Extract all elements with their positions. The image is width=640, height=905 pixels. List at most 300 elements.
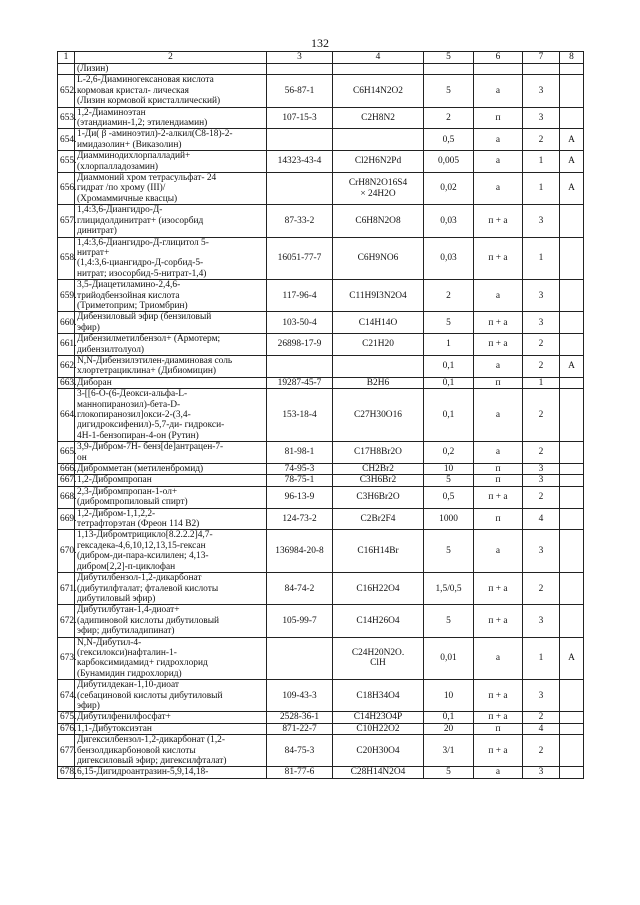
limit-value: 2 <box>424 280 474 312</box>
special-mark <box>560 508 584 530</box>
aggregate-state: п <box>474 107 523 129</box>
header-cell: 1 <box>58 52 75 64</box>
chemical-formula <box>333 735 424 767</box>
limit-value: 5 <box>424 75 474 107</box>
formula-line: × 24H2O <box>360 188 396 199</box>
row-number: 670. <box>58 530 75 573</box>
cas-number: 153-18-4 <box>267 389 333 442</box>
substance-name <box>75 680 267 712</box>
formula-line: B2H6 <box>366 377 390 388</box>
substance-name-line: Дибромметан (метиленбромид) <box>77 464 204 475</box>
substance-name-line: нитрат+ <box>77 247 110 258</box>
row-number: 669. <box>58 508 75 530</box>
special-mark <box>560 205 584 237</box>
substance-name-line: имидазолин+ (Виказолин) <box>77 139 182 150</box>
row-number <box>58 64 75 75</box>
aggregate-state: п + а <box>474 680 523 712</box>
table-row <box>58 442 584 464</box>
table-row <box>58 605 584 637</box>
table-row <box>58 237 584 280</box>
substance-name <box>75 530 267 573</box>
limit-value: 5 <box>424 605 474 637</box>
formula-line: C14H26O4 <box>356 615 400 626</box>
substance-name-line: маннопиранозил)-бета-D- <box>77 399 181 410</box>
table-row <box>58 723 584 734</box>
special-mark <box>560 605 584 637</box>
aggregate-state: а <box>474 280 523 312</box>
formula-line: C6H9NO6 <box>357 253 399 264</box>
hazard-class: 1 <box>523 237 560 280</box>
chemical-formula <box>333 475 424 486</box>
substance-name-line: (Хромаммичные квасцы) <box>77 193 178 204</box>
substance-name <box>75 486 267 508</box>
special-mark: А <box>560 637 584 680</box>
header-cell: 5 <box>424 52 474 64</box>
substance-name-line: Дибутилбензол-1,2-дикарбонат <box>77 573 202 584</box>
special-mark <box>560 377 584 388</box>
substance-name-line: карбоксимидамид+ гидрохлорид <box>77 658 208 669</box>
substance-name-line: (Триметоприм; Триомбрин) <box>77 300 188 311</box>
formula-line: C16H22O4 <box>356 583 400 594</box>
substance-name-line: нитрат; изосорбид-5-нитрат-1,4) <box>77 268 207 279</box>
table-row <box>58 151 584 173</box>
substance-name-line: кормовая кристал- лическая <box>77 85 189 96</box>
table-row <box>58 637 584 680</box>
special-mark: А <box>560 151 584 173</box>
special-mark: А <box>560 129 584 151</box>
aggregate-state: а <box>474 355 523 377</box>
table-row <box>58 767 584 778</box>
hazard-class: 3 <box>523 530 560 573</box>
table-row <box>58 735 584 767</box>
limit-value: 2 <box>424 107 474 129</box>
substance-name-line: 1,4:3,6-Диангидро-Д-глицитол 5- <box>77 237 209 248</box>
limit-value: 5 <box>424 530 474 573</box>
substance-name <box>75 64 267 75</box>
chemical-formula <box>333 573 424 605</box>
row-number: 657. <box>58 205 75 237</box>
cas-number: 87-33-2 <box>267 205 333 237</box>
hazard-class: 2 <box>523 573 560 605</box>
aggregate-state: а <box>474 637 523 680</box>
table-row <box>58 389 584 442</box>
substance-name-line: (Бунамидин гидрохлорид) <box>77 668 182 679</box>
special-mark <box>560 312 584 334</box>
table-row <box>58 173 584 205</box>
substance-name-line: (гексилокси)нафталин-1- <box>77 647 177 658</box>
limit-value: 1,5/0,5 <box>424 573 474 605</box>
hazard-class <box>523 64 560 75</box>
substance-name-line: 3,9-Дибром-7Н- бенз[de]антрацен-7- <box>77 442 224 453</box>
chemical-formula <box>333 237 424 280</box>
chemical-formula <box>333 75 424 107</box>
limit-value: 10 <box>424 680 474 712</box>
table-row <box>58 377 584 388</box>
substance-name-line: (хлорпалладозамин) <box>77 161 159 172</box>
hazard-class: 1 <box>523 173 560 205</box>
row-number: 677. <box>58 735 75 767</box>
hazard-class: 2 <box>523 129 560 151</box>
row-number: 667. <box>58 475 75 486</box>
table-row <box>58 486 584 508</box>
header-row <box>58 52 584 64</box>
aggregate-state: п + а <box>474 334 523 356</box>
table-row <box>58 64 584 75</box>
substance-name <box>75 173 267 205</box>
hazard-class: 2 <box>523 355 560 377</box>
row-number: 662. <box>58 355 75 377</box>
aggregate-state: а <box>474 129 523 151</box>
limit-value: 0,03 <box>424 205 474 237</box>
table-row <box>58 530 584 573</box>
chemical-formula <box>333 712 424 723</box>
chemical-formula <box>333 508 424 530</box>
substance-name <box>75 312 267 334</box>
substance-name <box>75 205 267 237</box>
special-mark <box>560 280 584 312</box>
aggregate-state: п + а <box>474 312 523 334</box>
substance-name-line: 1,1-Дибутоксиэтан <box>77 723 152 734</box>
table-row <box>58 680 584 712</box>
cas-number: 56-87-1 <box>267 75 333 107</box>
hazard-class: 3 <box>523 205 560 237</box>
row-number: 674. <box>58 680 75 712</box>
formula-line: C28H14N2O4 <box>350 767 406 778</box>
hazard-class: 2 <box>523 486 560 508</box>
substance-name-line: Дибензиловый эфир (бензиловый <box>77 312 212 323</box>
hazard-class: 1 <box>523 637 560 680</box>
cas-number <box>267 64 333 75</box>
substance-name-line: Дибутилдекан-1,10-диоат <box>77 680 179 691</box>
special-mark <box>560 735 584 767</box>
aggregate-state: а <box>474 767 523 778</box>
row-number: 664. <box>58 389 75 442</box>
limit-value: 0,02 <box>424 173 474 205</box>
substance-name <box>75 442 267 464</box>
substance-name-line: N,N-Дибутил-4- <box>77 637 142 648</box>
substance-name-line: гексадека-4,6,10,12,13,15-гексан <box>77 540 206 551</box>
chemical-formula <box>333 280 424 312</box>
table-row <box>58 573 584 605</box>
substance-name-line: 1,2-Дибром-1,1,2,2- <box>77 508 156 519</box>
special-mark <box>560 464 584 475</box>
formula-line: C10H22O2 <box>356 723 400 734</box>
limit-value: 0,2 <box>424 442 474 464</box>
formula-line: C2Br2F4 <box>360 513 396 524</box>
hazard-class: 3 <box>523 312 560 334</box>
formula-line: C3H6Br2 <box>359 475 397 486</box>
row-number: 653. <box>58 107 75 129</box>
chemical-formula <box>333 355 424 377</box>
table-row <box>58 129 584 151</box>
special-mark <box>560 64 584 75</box>
row-number: 665. <box>58 442 75 464</box>
substance-name-line: 1-Ди( β -аминоэтил)-2-алкил(C8-18)-2- <box>77 129 233 140</box>
aggregate-state: а <box>474 151 523 173</box>
substance-name <box>75 355 267 377</box>
aggregate-state: а <box>474 389 523 442</box>
chemical-formula <box>333 107 424 129</box>
substance-name <box>75 237 267 280</box>
special-mark <box>560 723 584 734</box>
cas-number <box>267 129 333 151</box>
substance-name-line: 3-[[6-О-(6-Деокси-альфа-L- <box>77 389 188 400</box>
table-body <box>58 64 584 779</box>
formula-line: C6H8N2O8 <box>355 215 401 226</box>
cas-number: 2528-36-1 <box>267 712 333 723</box>
hazard-class: 3 <box>523 475 560 486</box>
substance-name-line: дибензилтолуол) <box>77 344 145 355</box>
row-number: 655. <box>58 151 75 173</box>
substance-name-line: (адипиновой кислоты дибутиловый <box>77 615 220 626</box>
formula-line: CH2Br2 <box>362 464 394 475</box>
table-row <box>58 334 584 356</box>
substance-name-line: (Лизин) <box>77 64 109 74</box>
cas-number: 136984-20-8 <box>267 530 333 573</box>
header-cell: 4 <box>333 52 424 64</box>
formula-line: C11H9I3N2O4 <box>349 290 407 301</box>
table-row <box>58 712 584 723</box>
chemical-formula <box>333 680 424 712</box>
substance-name <box>75 712 267 723</box>
cas-number: 81-77-6 <box>267 767 333 778</box>
table-row <box>58 475 584 486</box>
substance-name <box>75 767 267 778</box>
substance-name-line: глицидолдинитрат+ (изосорбид <box>77 215 204 226</box>
limit-value: 3/1 <box>424 735 474 767</box>
cas-number <box>267 637 333 680</box>
chemical-formula <box>333 64 424 75</box>
special-mark <box>560 334 584 356</box>
substance-name <box>75 508 267 530</box>
aggregate-state: п <box>474 475 523 486</box>
cas-number: 84-75-3 <box>267 735 333 767</box>
formula-line: C21H20 <box>362 339 394 350</box>
substance-name-line: гидрат /по хрому (III)/ <box>77 183 166 194</box>
substance-name <box>75 735 267 767</box>
formula-line: C14H14O <box>358 317 398 328</box>
page-number: 132 <box>311 36 329 50</box>
aggregate-state: а <box>474 173 523 205</box>
substance-name-line: (этандиамин-1,2; этилендиамин) <box>77 118 208 129</box>
row-number: 672. <box>58 605 75 637</box>
substance-name-line: N,N-Дибензилэтилен-диаминовая соль <box>77 355 233 366</box>
chemical-formula <box>333 205 424 237</box>
substance-name-line: 2,3-Дибромпропан-1-ол+ <box>77 486 178 497</box>
substance-name <box>75 573 267 605</box>
chemical-formula <box>333 464 424 475</box>
cas-number: 96-13-9 <box>267 486 333 508</box>
substance-name-line: (1,4:3,6-циангидро-Д-сорбид-5- <box>77 258 204 269</box>
aggregate-state: а <box>474 442 523 464</box>
row-number: 671. <box>58 573 75 605</box>
chemical-formula <box>333 723 424 734</box>
limit-value: 10 <box>424 464 474 475</box>
substance-name-line: (дибром-ди-пара-ксилилен; 4,13- <box>77 551 209 562</box>
header-cell: 2 <box>75 52 267 64</box>
formula-line: C6H14N2O2 <box>352 85 403 96</box>
substance-name-line: Дибутилбутан-1,4-диоат+ <box>77 605 180 616</box>
formula-line: Cl2H6N2Pd <box>354 156 402 167</box>
limit-value: 0,1 <box>424 355 474 377</box>
formula-line: C20H30O4 <box>356 745 400 756</box>
substance-name-line: тетрафторэтан (Фреон 114 В2) <box>77 519 200 530</box>
hazard-class: 3 <box>523 464 560 475</box>
hazard-class: 4 <box>523 723 560 734</box>
aggregate-state: п <box>474 508 523 530</box>
chemical-formula <box>333 767 424 778</box>
chemical-formula <box>333 605 424 637</box>
limit-value: 5 <box>424 767 474 778</box>
chemical-formula <box>333 637 424 680</box>
row-number: 668. <box>58 486 75 508</box>
limit-value: 0,5 <box>424 486 474 508</box>
row-number: 666. <box>58 464 75 475</box>
substance-name <box>75 637 267 680</box>
chemical-formula <box>333 312 424 334</box>
hazard-class: 3 <box>523 605 560 637</box>
substance-name <box>75 475 267 486</box>
limit-value: 0,1 <box>424 712 474 723</box>
hazard-class: 2 <box>523 334 560 356</box>
row-number: 658. <box>58 237 75 280</box>
table-row <box>58 508 584 530</box>
substance-name <box>75 605 267 637</box>
hazard-class: 2 <box>523 442 560 464</box>
row-number: 673. <box>58 637 75 680</box>
substance-name <box>75 151 267 173</box>
formula-line: CrH8N2O16S4 <box>348 178 408 189</box>
formula-line: C16H14Br <box>357 546 399 557</box>
table-row <box>58 75 584 107</box>
cas-number: 26898-17-9 <box>267 334 333 356</box>
special-mark: А <box>560 173 584 205</box>
aggregate-state: п <box>474 377 523 388</box>
special-mark <box>560 389 584 442</box>
cas-number: 74-95-3 <box>267 464 333 475</box>
formula-line: C2H8N2 <box>361 112 395 123</box>
table-row <box>58 355 584 377</box>
substance-name-line: (дибромпропиловый спирт) <box>77 497 188 508</box>
special-mark <box>560 767 584 778</box>
chemical-formula <box>333 334 424 356</box>
substance-name <box>75 389 267 442</box>
cas-number <box>267 173 333 205</box>
hazard-class: 1 <box>523 151 560 173</box>
table-row <box>58 107 584 129</box>
aggregate-state: п + а <box>474 205 523 237</box>
hazard-class: 3 <box>523 75 560 107</box>
substances-table <box>57 51 584 779</box>
limit-value: 20 <box>424 723 474 734</box>
limit-value: 1000 <box>424 508 474 530</box>
substance-name-line: хлортетрациклина+ (Дибиомицин) <box>77 366 216 377</box>
cas-number: 19287-45-7 <box>267 377 333 388</box>
substance-name-line: (дибутилфталат; фталевой кислоты <box>77 583 219 594</box>
substance-name <box>75 280 267 312</box>
row-number: 676. <box>58 723 75 734</box>
chemical-formula <box>333 173 424 205</box>
substance-name <box>75 75 267 107</box>
limit-value: 0,5 <box>424 129 474 151</box>
special-mark <box>560 237 584 280</box>
row-number: 659. <box>58 280 75 312</box>
special-mark <box>560 475 584 486</box>
hazard-class: 3 <box>523 107 560 129</box>
formula-line: C24H20N2O. <box>351 647 405 658</box>
aggregate-state: п + а <box>474 735 523 767</box>
substance-name-line: Диамминодихлорпалладий+ <box>77 151 191 162</box>
aggregate-state: п <box>474 723 523 734</box>
aggregate-state: п <box>474 464 523 475</box>
substance-name-line: (Лизин кормовой кристаллический) <box>77 96 221 107</box>
limit-value <box>424 64 474 75</box>
substance-name-line: эфир; дибутиладипинат) <box>77 626 175 637</box>
formula-line: ClH <box>370 658 386 669</box>
row-number: 660. <box>58 312 75 334</box>
substance-name-line: 6,15-Дигидроантразин-5,9,14,18- <box>77 767 209 778</box>
row-number: 678. <box>58 767 75 778</box>
cas-number: 84-74-2 <box>267 573 333 605</box>
substance-name-line: Дибутилфенилфосфат+ <box>77 712 171 723</box>
substance-name-line: 3,5-Диацетиламино-2,4,6- <box>77 280 181 291</box>
substance-name-line: Дигексилбензол-1,2-дикарбонат (1,2- <box>77 735 225 746</box>
row-number: 675. <box>58 712 75 723</box>
formula-line: C18H34O4 <box>356 690 400 701</box>
header-cell: 3 <box>267 52 333 64</box>
row-number: 663. <box>58 377 75 388</box>
cas-number <box>267 355 333 377</box>
row-number: 661. <box>58 334 75 356</box>
substance-name-line: дибром[2,2]-п-циклофан <box>77 561 176 572</box>
aggregate-state: п + а <box>474 712 523 723</box>
substance-name-line: эфир) <box>77 322 100 333</box>
limit-value: 5 <box>424 312 474 334</box>
hazard-class: 4 <box>523 508 560 530</box>
substance-name-line: бензолдикарбоновой кислоты <box>77 745 196 756</box>
cas-number: 78-75-1 <box>267 475 333 486</box>
special-mark <box>560 442 584 464</box>
chemical-formula <box>333 129 424 151</box>
substance-name-line: (себациновой кислоты дибутиловый <box>77 690 223 701</box>
special-mark <box>560 530 584 573</box>
hazard-class: 3 <box>523 767 560 778</box>
hazard-class: 2 <box>523 735 560 767</box>
chemical-formula <box>333 389 424 442</box>
cas-number: 117-96-4 <box>267 280 333 312</box>
table-row <box>58 464 584 475</box>
hazard-class: 3 <box>523 280 560 312</box>
chemical-formula <box>333 151 424 173</box>
formula-line: C27H30O16 <box>354 410 402 420</box>
substance-name-line: 1,2-Диаминоэтан <box>77 107 146 118</box>
table-row <box>58 205 584 237</box>
aggregate-state: п + а <box>474 237 523 280</box>
formula-line: C3H6Br2O <box>356 492 400 503</box>
hazard-class: 1 <box>523 377 560 388</box>
substance-name <box>75 107 267 129</box>
special-mark <box>560 107 584 129</box>
substance-name <box>75 334 267 356</box>
substance-name-line: трийодбензойная кислота <box>77 290 180 301</box>
substance-name-line: эфир) <box>77 700 100 711</box>
hazard-class: 2 <box>523 389 560 442</box>
table-row <box>58 312 584 334</box>
substance-name <box>75 377 267 388</box>
special-mark: А <box>560 355 584 377</box>
row-number: 652. <box>58 75 75 107</box>
chemical-formula <box>333 486 424 508</box>
